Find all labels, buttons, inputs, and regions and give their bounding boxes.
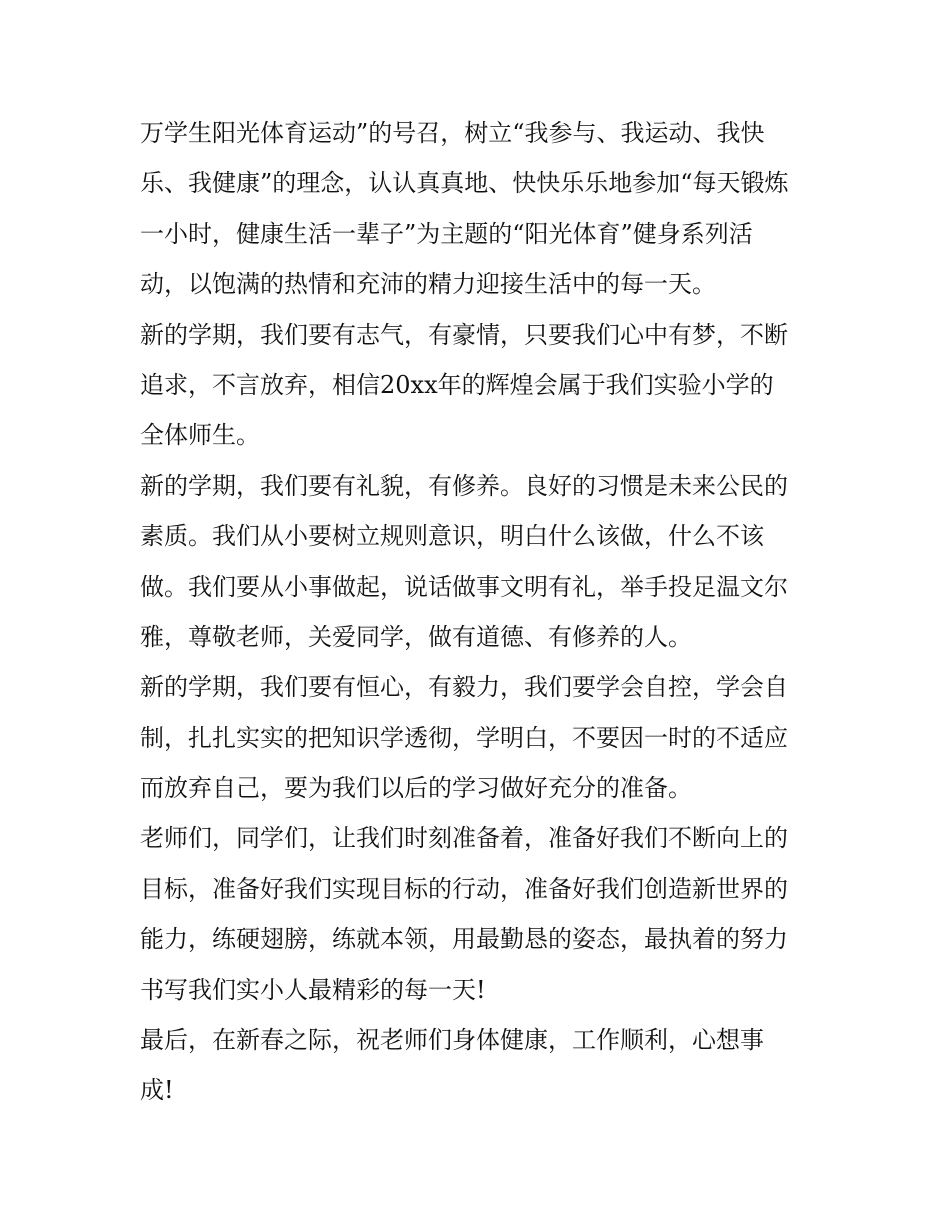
paragraph — [140, 662, 820, 813]
text-line: 而放弃自己，要为我们以后的学习做好充分的准备。 — [140, 774, 692, 803]
document-body — [140, 108, 820, 1116]
paragraph — [140, 310, 820, 461]
text-line: 动，以饱满的热情和充沛的精力迎接生活中的每一天。 — [140, 270, 716, 299]
text-line: 能力，练硬翅膀，练就本领，用最勤恳的姿态，最执着的努力 — [140, 925, 788, 954]
text-line: 最后，在新春之际，祝老师们身体健康，工作顺利，心想事 — [140, 1026, 764, 1055]
paragraph — [140, 108, 820, 310]
text-line: 乐、我健康”的理念，认认真真地、快快乐乐地参加“每天锻炼 — [140, 169, 789, 198]
text-line: 成! — [140, 1076, 174, 1105]
text-line: 追求，不言放弃，相信20xx年的辉煌会属于我们实验小学的 — [140, 370, 774, 399]
paragraph — [140, 461, 820, 663]
text-line: 老师们，同学们，让我们时刻准备着，准备好我们不断向上的 — [140, 824, 788, 853]
paragraph — [140, 813, 820, 1015]
paragraph — [140, 1015, 820, 1116]
text-line: 素质。我们从小要树立规则意识，明白什么该做，什么不该 — [140, 522, 764, 551]
text-line: 全体师生。 — [140, 421, 260, 450]
text-line: 做。我们要从小事做起，说话做事文明有礼，举手投足温文尔 — [140, 572, 788, 601]
text-line: 新的学期，我们要有恒心，有毅力，我们要学会自控，学会自 — [140, 673, 788, 702]
text-line: 目标，准备好我们实现目标的行动，准备好我们创造新世界的 — [140, 874, 788, 903]
text-line: 新的学期，我们要有志气，有豪情，只要我们心中有梦，不断 — [140, 320, 788, 349]
text-line: 制，扎扎实实的把知识学透彻，学明白，不要因一时的不适应 — [140, 723, 788, 752]
text-line: 万学生阳光体育运动”的号召，树立“我参与、我运动、我快 — [140, 119, 765, 147]
text-line: 雅，尊敬老师，关爱同学，做有道德、有修养的人。 — [140, 622, 692, 651]
text-line: 一小时，健康生活一辈子”为主题的“阳光体育”健身系列活 — [140, 219, 753, 248]
text-line: 书写我们实小人最精彩的每一天! — [140, 975, 486, 1004]
text-line: 新的学期，我们要有礼貌，有修养。良好的习惯是未来公民的 — [140, 471, 788, 500]
